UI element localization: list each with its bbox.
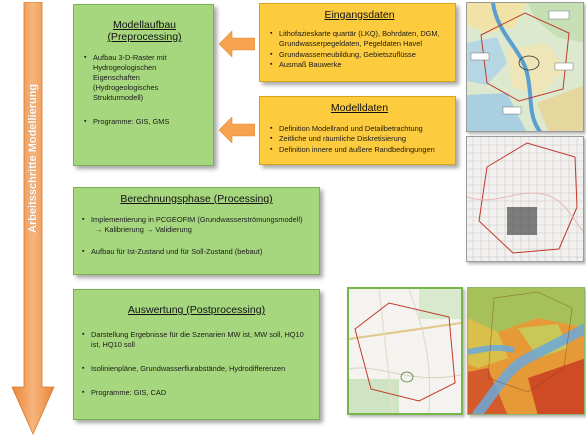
modellaufbau-subtitle: (Preprocessing) — [107, 31, 182, 43]
auswertung-item: ▪ Isolinienpläne, Grundwasserflurabstände, Hydrodifferenzen — [82, 364, 311, 374]
auswertung-box — [73, 289, 320, 420]
eingangsdaten-item: ▪ Grundwasserneubildung, Gebietszuflüsse — [270, 50, 449, 60]
berechnungsphase-title: Berechnungsphase (Processing) — [120, 193, 273, 205]
berechnungsphase-box — [73, 187, 320, 275]
berechnungsphase-item-line: ▪ Implementierung in PCGEOFIM (Grundwasserströmungsmodell) — [91, 215, 303, 224]
berechnungsphase-item — [82, 215, 311, 235]
eingangsdaten-item: ▪ Ausmaß Bauwerke — [270, 60, 449, 70]
geology-map-image — [466, 2, 584, 132]
process-arrow — [4, 2, 56, 436]
eingangsdaten-item: ▪ Lithofazieskarte quartär (LKQ), Bohrdaten, DGM, Grundwasserpegeldaten, Pegeldaten Havel — [270, 29, 449, 50]
modelldaten-box — [259, 96, 456, 165]
input-arrow-icon — [219, 31, 255, 57]
auswertung-title: Auswertung (Postprocessing) — [127, 304, 266, 316]
modelldaten-item: ▪ Definition innere und äußere Randbedingungen — [270, 145, 449, 155]
modelldaten-item: ▪ Definition Modellrand und Detailbetrachtung — [270, 124, 449, 134]
eingangsdaten-title: Eingangsdaten — [324, 9, 395, 21]
auswertung-item: ▪ Darstellung Ergebnisse für die Szenarien MW ist, MW soll, HQ10 ist, HQ10 soll — [82, 330, 311, 350]
modellaufbau-box — [73, 4, 214, 166]
modellaufbau-item: ▪ Programme: GIS, GMS — [84, 117, 205, 127]
berechnungsphase-item: ▪ Aufbau für Ist-Zustand und für Soll-Zustand (bebaut) — [82, 247, 311, 257]
berechnungsphase-item-line: → Kalibrierung → Validierung — [95, 225, 192, 234]
modellaufbau-title: Modellaufbau — [112, 19, 177, 31]
eingangsdaten-box — [259, 3, 456, 82]
process-arrow-label: Arbeitsschritte Modellierung — [27, 83, 39, 233]
heatmap-map-image — [467, 287, 585, 415]
modelldaten-title: Modelldaten — [330, 102, 389, 114]
modelldaten-item: ▪ Zeitliche und räumliche Diskretisierung — [270, 134, 449, 144]
model-data-arrow-icon — [219, 117, 255, 143]
street-map-image — [347, 287, 463, 415]
auswertung-item: ▪ Programme: GIS, CAD — [82, 388, 311, 398]
modellaufbau-item: ▪ Aufbau 3-D-Raster mit Hydrogeologischen Eigenschaften (Hydrogeologisches Strukturmodell) — [84, 53, 205, 103]
grid-map-image — [466, 136, 584, 262]
